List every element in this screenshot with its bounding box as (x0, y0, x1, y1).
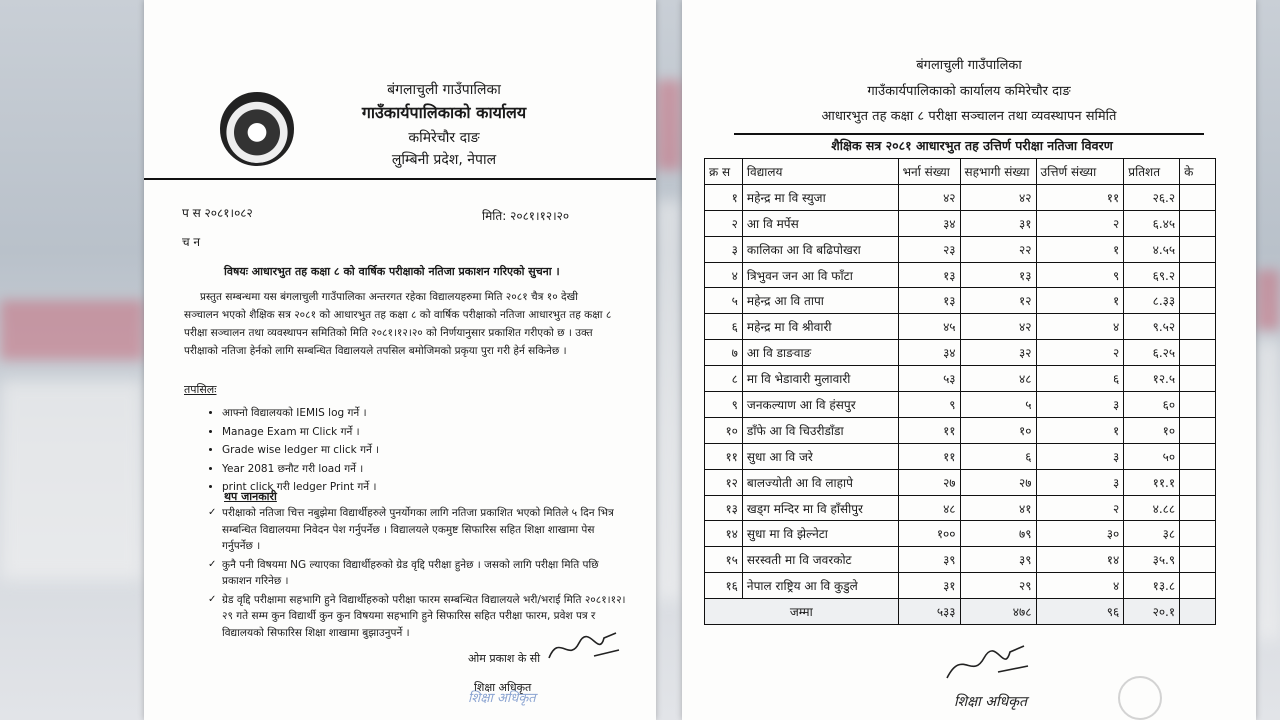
table-cell: ३ (1036, 443, 1124, 469)
table-row (705, 366, 1216, 392)
table-cell: ११ (1036, 184, 1124, 210)
total-participated: ४७८ (960, 599, 1036, 625)
results-header-municipality: बंगलाचुली गाउँपालिका (916, 58, 1022, 73)
table-cell: बालज्योती आ वि लाहापे (742, 469, 898, 495)
table-cell: ८.३३ (1124, 288, 1180, 314)
table-row (705, 314, 1216, 340)
table-cell (1180, 573, 1216, 599)
table-cell: १३.८ (1124, 573, 1180, 599)
table-row (705, 392, 1216, 418)
table-cell (1180, 495, 1216, 521)
list-item: • आफ्नो विद्यालयको IEMIS log गर्ने । (222, 404, 379, 423)
reference-number: प स २०८१।०८२ (182, 206, 253, 220)
table-cell (1180, 340, 1216, 366)
table-cell: ४ (1036, 573, 1124, 599)
table-cell: ६० (1124, 392, 1180, 418)
table-cell: २७ (898, 469, 960, 495)
table-cell: १३ (898, 288, 960, 314)
table-cell: ५० (1124, 443, 1180, 469)
column-header: क्र स (705, 159, 743, 185)
table-row (705, 236, 1216, 262)
table-header-row (705, 159, 1216, 185)
column-header: के (1180, 159, 1216, 185)
letterhead-province: लुम्बिनी प्रदेश, नेपाल (391, 152, 497, 168)
table-cell (1180, 392, 1216, 418)
table-cell: २ (1036, 340, 1124, 366)
table-cell: ३५.९ (1124, 547, 1180, 573)
table-cell: २ (1036, 210, 1124, 236)
signer-name: ओम प्रकाश के सी (468, 652, 541, 665)
table-cell: ४२ (960, 314, 1036, 340)
results-table-body (705, 184, 1216, 598)
table-cell: २९ (960, 573, 1036, 599)
table-cell: ६.४५ (1124, 210, 1180, 236)
table-total-row (705, 599, 1216, 625)
table-cell: १५ (705, 547, 743, 573)
total-percent: २०.१ (1124, 599, 1180, 625)
table-cell: महेन्द्र मा वि स्युजा (742, 184, 898, 210)
table-cell: १ (1036, 417, 1124, 443)
table-cell: २७ (960, 469, 1036, 495)
table-cell: आ वि मर्पेस (742, 210, 898, 236)
table-cell: ११ (705, 443, 743, 469)
table-cell: १०० (898, 521, 960, 547)
table-cell (1180, 599, 1216, 625)
results-table (704, 158, 1216, 625)
table-row (705, 340, 1216, 366)
table-row (705, 573, 1216, 599)
table-cell: ३९ (898, 547, 960, 573)
letterhead-divider (144, 178, 656, 180)
table-cell: ७९ (960, 521, 1036, 547)
table-cell: ४१ (960, 495, 1036, 521)
list-item: • print click गरी ledger Print गर्ने । (222, 478, 379, 497)
table-cell: खड्ग मन्दिर मा वि हाँसीपुर (742, 495, 898, 521)
table-cell: ४.८८ (1124, 495, 1180, 521)
table-cell (1180, 443, 1216, 469)
table-cell: १० (1124, 417, 1180, 443)
letter-body: प्रस्तुत सम्बन्धमा यस बंगलाचुली गाउँपालिका अन्तरगत रहेका विद्यालयहरुमा मिति २०८१ चैत्र १० देखी सञ्चालन भएको शैक्षिक सत्र २०८१ को आधारभुत तह कक्षा ८ को वार्षिक परीक्षाको नतिजा आधारभुत तह कक्षा ८ परीक्षा सञ्चालन तथा व्यवस्थापन समितिको मिति २०८१।१२।२० को निर्णयानुसार प्रकाशित गरीएको छ । उक्त परीक्षाको नतिजा हेर्नको लागि सम्बन्धित विद्यालयले तपसिल बमोजिमको प्रकृया पुरा गरी हेर्न सकिनेछ । (184, 291, 612, 357)
table-cell (1180, 262, 1216, 288)
table-cell: ३४ (898, 210, 960, 236)
additional-notes (208, 505, 628, 643)
background-stripe (0, 300, 144, 360)
total-label: जम्मा (705, 599, 899, 625)
stamp-mark: शिक्षा अधिकृत (468, 691, 536, 706)
table-cell: ४८ (898, 495, 960, 521)
table-row (705, 184, 1216, 210)
signer-role: शिक्षा अधिकृत (474, 681, 532, 694)
table-cell: त्रिभुवन जन आ वि फाँटा (742, 262, 898, 288)
table-cell: ३ (705, 236, 743, 262)
column-header: भर्ना संख्या (898, 159, 960, 185)
table-cell: ४२ (960, 184, 1036, 210)
table-cell: १२.५ (1124, 366, 1180, 392)
table-row (705, 547, 1216, 573)
table-row (705, 417, 1216, 443)
results-page (682, 0, 1256, 720)
results-table-title: शैक्षिक सत्र २०८१ आधारभुत तह उत्तिर्ण परीक्षा नतिजा विवरण (831, 138, 1113, 153)
table-cell: नेपाल राष्ट्रिय आ वि कुडुले (742, 573, 898, 599)
table-cell: सुधा मा वि झेल्नेटा (742, 521, 898, 547)
table-cell: ५३ (898, 366, 960, 392)
table-cell (1180, 288, 1216, 314)
table-cell: १६ (705, 573, 743, 599)
table-cell: १४ (705, 521, 743, 547)
table-cell: ९.५२ (1124, 314, 1180, 340)
table-cell (1180, 184, 1216, 210)
table-cell: १ (1036, 288, 1124, 314)
table-row (705, 521, 1216, 547)
table-cell: ११.१ (1124, 469, 1180, 495)
column-header: प्रतिशत (1124, 159, 1180, 185)
table-cell: ६.२५ (1124, 340, 1180, 366)
table-cell: २६.२ (1124, 184, 1180, 210)
table-cell: १ (1036, 236, 1124, 262)
table-cell: ९ (898, 392, 960, 418)
column-header: उत्तिर्ण संख्या (1036, 159, 1124, 185)
table-cell: २३ (898, 236, 960, 262)
table-cell: मा वि भेडावारी मुलावारी (742, 366, 898, 392)
table-cell: २ (1036, 495, 1124, 521)
seal-icon (1118, 676, 1162, 720)
table-cell: कालिका आ वि बढिपोखरा (742, 236, 898, 262)
table-cell: १२ (960, 288, 1036, 314)
table-cell: ६ (705, 314, 743, 340)
list-item: • Manage Exam मा Click गर्ने । (222, 423, 379, 442)
signature-icon (942, 640, 1032, 684)
table-cell: सरस्वती मा वि जवरकोट (742, 547, 898, 573)
list-item: ✓ कुनै पनी विषयमा NG ल्याएका विद्यार्थीहरुको ग्रेड वृद्दि परीक्षा हुनेछ । जसको लागि परीक्षा मिति पछि प्रकाशन गरिनेछ । (208, 557, 628, 590)
dispatch-number: च न (182, 235, 201, 249)
table-cell: ८ (705, 366, 743, 392)
table-cell: ४८ (960, 366, 1036, 392)
table-cell: महेन्द्र आ वि तापा (742, 288, 898, 314)
list-item: ✓ ग्रेड वृद्दि परीक्षामा सहभागि हुने विद्यार्थीहरुको परीक्षा फारम सम्बन्धित विद्यालयले भरी/भराई मिति २०८१।१२।२९ गते सम्म कुन विद्यार्थी कुन कुन विषयमा सहभागि हुने सिफारिस सहित परीक्षा फारम, प्रवेश पत्र र विद्यालयको सिफारिस शिक्षा शाखामा बुझाउनुपर्ने । (208, 592, 628, 642)
table-row (705, 469, 1216, 495)
table-cell: ४५ (898, 314, 960, 340)
table-cell: १० (705, 417, 743, 443)
table-cell (1180, 469, 1216, 495)
table-cell: १ (705, 184, 743, 210)
background-stripe (656, 80, 682, 170)
details-heading: तपसिलः (184, 383, 217, 396)
table-cell (1180, 366, 1216, 392)
procedure-steps (204, 404, 379, 497)
total-enrolled: ५३३ (898, 599, 960, 625)
table-cell: ३२ (960, 340, 1036, 366)
table-cell (1180, 521, 1216, 547)
results-header-office: गाउँकार्यपालिकाको कार्यालय कमिरेचौर दाङ (867, 84, 1071, 99)
table-cell: ४.५५ (1124, 236, 1180, 262)
table-row (705, 443, 1216, 469)
table-cell: १४ (1036, 547, 1124, 573)
background-wall (1256, 340, 1280, 640)
table-cell (1180, 210, 1216, 236)
table-cell: जनकल्याण आ वि हंसपुर (742, 392, 898, 418)
table-cell: ७ (705, 340, 743, 366)
table-cell: २ (705, 210, 743, 236)
table-cell: ३ (1036, 469, 1124, 495)
table-cell: ६९.२ (1124, 262, 1180, 288)
table-cell: १० (960, 417, 1036, 443)
table-cell: आ वि डाङवाङ (742, 340, 898, 366)
list-item: • Grade wise ledger मा click गर्ने । (222, 441, 379, 460)
table-cell: ३१ (960, 210, 1036, 236)
table-cell: ५ (705, 288, 743, 314)
table-cell: १३ (898, 262, 960, 288)
letter-date: मिति: २०८१।१२।२० (482, 209, 570, 223)
letterhead-office: गाउँकार्यपालिकाको कार्यालय (361, 103, 527, 122)
table-cell: ५ (960, 392, 1036, 418)
column-header: विद्यालय (742, 159, 898, 185)
nepal-emblem-icon (220, 92, 294, 166)
table-cell: ३१ (898, 573, 960, 599)
table-cell: ६ (960, 443, 1036, 469)
table-cell: १३ (705, 495, 743, 521)
signature-icon (544, 628, 624, 668)
table-cell: ९ (705, 392, 743, 418)
letterhead-location: कमिरेचौर दाङ (408, 130, 480, 146)
letter-subject: विषयः आधारभुत तह कक्षा ८ को वार्षिक परीक्षाको नतिजा प्रकाशन गरिएको सुचना । (224, 265, 560, 278)
table-cell: ११ (898, 417, 960, 443)
table-cell (1180, 314, 1216, 340)
table-cell: १२ (705, 469, 743, 495)
column-header: सहभागी संख्या (960, 159, 1036, 185)
table-cell: महेन्द्र मा वि श्रीवारी (742, 314, 898, 340)
table-cell (1180, 417, 1216, 443)
list-item: • Year 2081 छनौट गरी load गर्ने । (222, 460, 379, 479)
table-cell: डाँफे आ वि चिउरीडाँडा (742, 417, 898, 443)
background-stripe (1256, 270, 1280, 330)
table-cell: ३ (1036, 392, 1124, 418)
letterhead-municipality: बंगलाचुली गाउँपालिका (387, 82, 501, 98)
list-item: ✓ परीक्षाको नतिजा चित्त नबुझेमा विद्यार्थीहरुले पुनर्योगका लागि नतिजा प्रकाशित भएको मितिले ५ दिन भित्र सम्बन्धित विद्यालयमा निवेदन पेश गर्नुपर्नेछ । विद्यालयले एकमुष्ट सिफारिस सहित शिक्षा शाखामा पेस गर्नुपर्नेछ । (208, 505, 628, 555)
notice-letter-page (144, 0, 656, 720)
stamp-mark: शिक्षा अधिकृत (954, 694, 1027, 710)
table-cell: ६ (1036, 366, 1124, 392)
table-cell: ९ (1036, 262, 1124, 288)
table-cell: ३८ (1124, 521, 1180, 547)
background-wall (0, 380, 144, 580)
table-cell: ४२ (898, 184, 960, 210)
table-cell: ४ (705, 262, 743, 288)
table-cell (1180, 547, 1216, 573)
results-header-divider (734, 133, 1204, 135)
results-header-committee: आधारभुत तह कक्षा ८ परीक्षा सञ्चालन तथा व्यवस्थापन समिति (821, 109, 1117, 124)
table-row (705, 495, 1216, 521)
background-wall (656, 200, 682, 600)
table-row (705, 210, 1216, 236)
table-cell: १३ (960, 262, 1036, 288)
table-cell: ३९ (960, 547, 1036, 573)
table-cell (1180, 236, 1216, 262)
table-cell: ११ (898, 443, 960, 469)
table-cell: २२ (960, 236, 1036, 262)
additional-info-heading: थप जानकारी (224, 490, 277, 503)
table-cell: ३० (1036, 521, 1124, 547)
total-passed: ९६ (1036, 599, 1124, 625)
table-cell: ४ (1036, 314, 1124, 340)
table-cell: ३४ (898, 340, 960, 366)
table-row (705, 288, 1216, 314)
table-row (705, 262, 1216, 288)
table-cell: सुधा आ वि जरे (742, 443, 898, 469)
